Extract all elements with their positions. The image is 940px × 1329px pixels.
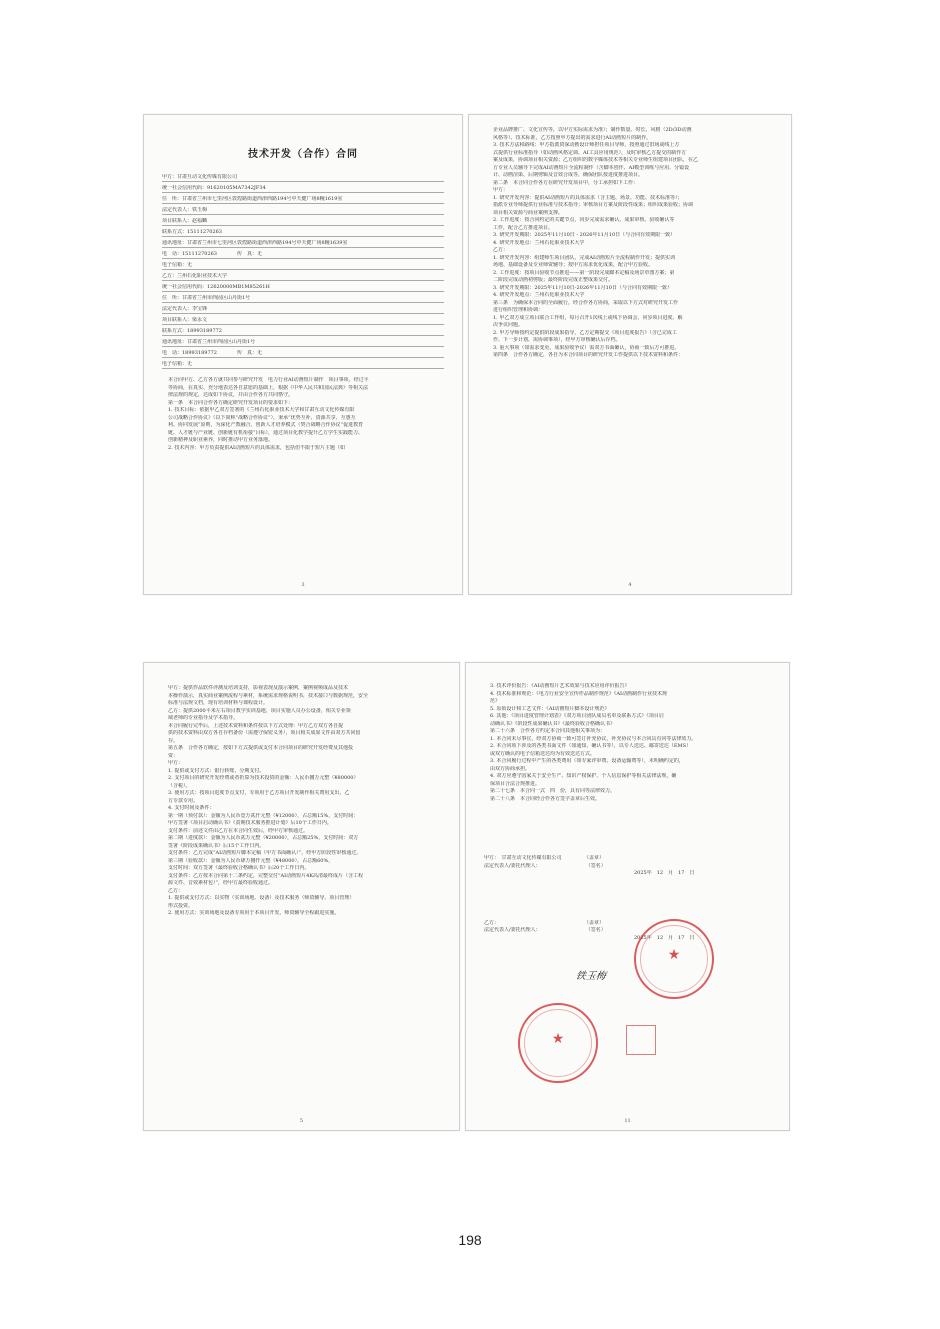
body-line: 支付条件：前述文件由乙方在本合同生效后，经甲方审核通过。: [168, 827, 309, 834]
body-line: 乙方：: [493, 247, 509, 253]
party-a-date: 2025年 12 月 17 日: [634, 870, 695, 876]
body-line: 1. 甲乙双方成立项目联合工作组，每月召开1次线上或线下协调会，同步项目进度、解: [493, 314, 683, 321]
page-content: [162, 127, 444, 572]
body-line: 源文件、音效素材包）”，经甲方最终验收通过。: [168, 880, 274, 886]
body-line: 3. 研究开发期限：2025年11月10日 - 2026年11月10日（与合同有效期限一致）: [493, 232, 676, 238]
body-line: 第二期（进度款）：金额为人民币贰万元整（¥20000），占总额25%，支付时间：双方: [168, 835, 359, 841]
body-line: 第二十六条 合作各方约定本合同其他相关事项为：: [490, 728, 606, 734]
party-field: 统一社会信用代码：91620105MA7342JF34: [162, 185, 444, 193]
body-line: 5. 原始设计和工艺文件：《AI动画短片脚本设计规范》: [490, 705, 610, 712]
page-content: [487, 127, 773, 572]
body-line: 企业品牌推广、文化宣传等，以甲方实际需求为准）；制作数量、时长、风格（2D/3D动画: [493, 127, 692, 133]
body-line: 案及成果，协调项目相关资源；乙方组织的数字媒体技术等相关专业师生组建项目团队，在乙: [493, 157, 699, 163]
body-line: 4. 研究开发地点：兰州石化职业技术大学: [493, 292, 585, 298]
body-line: 6. 其他：《项目进度管理计划表》《双方项目团队成员名单及联系方式》《项目启: [490, 713, 664, 719]
body-line: 3. 使用方式：按项目进度节点支付，专项用于乙方项目开发制作相关费用支出，乙: [168, 790, 350, 796]
contract-body: [487, 127, 773, 360]
body-line: 方专款专用。: [168, 797, 199, 804]
body-line: 创新精神及职业素养，同时推动甲方业务落地。: [168, 437, 274, 443]
body-line: 第二条 本合同合作各方在研究开发项目中，分工承担如下工作：: [493, 179, 639, 186]
body-line: 供的技术资料由双方各自存档备份（需遵守保密义务），项目相关成果文件由双方共同留: [168, 730, 361, 736]
body-line: 乙方：提供2000平米左右项目教学实训基地，项目实施人员办公设备，相关专业领: [168, 707, 351, 714]
body-line: 2. 工作进度：按项目验收节点推进——第一阶段完成脚本定稿及场景草图方案；第: [493, 269, 675, 276]
body-line: 公司战略合作协议》（以下简称“战略合作协议”），秉承“优势互补、资源共享、互惠互: [168, 414, 356, 421]
body-line: 4. 支付时间及条件：: [168, 805, 215, 811]
page-label: 4: [628, 582, 632, 588]
body-line: 二阶段完成动画初剪版；最终阶段完成正整成果交付。: [493, 277, 614, 283]
body-line: 计、动画渲染、后期剪辑及音效合成等，确保团队按进度推进项目。: [493, 172, 644, 178]
body-line: 签署《阶段成果确认书》后15个工作日内。: [168, 842, 265, 849]
party-field: 统一社会信用代码：12620000MB1M85261H: [162, 284, 444, 292]
body-line: 工作，配合乙方推进项目。: [493, 224, 554, 231]
body-line: 1. 技术目标：依据甲乙双方签署的《兰州石化职业技术大学和甘肃互动文化传媒有限: [168, 407, 355, 413]
page-label: 5: [299, 1118, 304, 1124]
party-fields: [162, 174, 444, 369]
page-label: 11: [624, 1118, 631, 1124]
body-line: 链、人才链与产业链、创新链有机衔接”目标），通过项目化教学提升乙方学生实践能力、: [168, 429, 364, 436]
body-line: 2. 使用方式：实训场地及设备专项用于本项目开发，师资辅导全程跟进实施。: [168, 910, 340, 916]
body-line: 动确认书》《阶段性成果确认书》《最终验收合格确认书》: [490, 720, 616, 727]
party-field: 乙方：兰州石化职业技术大学: [162, 273, 444, 281]
body-line: （含税）。: [168, 782, 191, 789]
scan-page-11: [465, 662, 790, 1131]
scan-page-5: [143, 662, 460, 1131]
body-line: 风格等）、技术标准，乙方按照甲方提出的需求进行AI动画短片的制作。: [493, 134, 652, 141]
body-line: 由双方协商承担。: [490, 765, 531, 772]
party-field: 电 话：18993189772 传 真：无: [162, 350, 444, 358]
body-line: 资：: [168, 752, 179, 759]
body-line: 1. 研究开发内容：提供AI动画短片的具体需求（含主题、场景、功能、技术标准等）；: [493, 194, 683, 201]
body-line: 3. 重大事项（如需求变更、成果验收争议）需双方书面确认，协商一致后方可推进。: [493, 344, 680, 351]
body-line: 2. 技术内容：甲方负责提供AI动画短片的具体需求，包括但不限于短片主题（如: [168, 444, 345, 451]
party-field: 住 所：甘肃省兰州市七里河区敦煌路街道西津西路194号中天健广场8幢1619室: [162, 196, 444, 204]
body-line: 第五条 合作各方确定，按如下方式提供或支付本合同项目的研究开发经费及其他投: [168, 745, 354, 751]
party-field: 通讯地址：甘肃省兰州市七里河区敦煌路街道西津西路194号中天健广场8幢1639室: [162, 240, 444, 248]
party-b-date: 2025年 12 月 17 日: [634, 934, 695, 941]
party-field: 法定代表人：李宝锋: [162, 306, 444, 314]
scan-page-4: [468, 114, 792, 595]
body-line: 1. 研究开发内容：组建师生项目团队，完成AI动画短片全流程制作开发；提供实训: [493, 254, 675, 261]
page-label: 3: [301, 582, 305, 588]
party-field: 住 所：甘肃省兰州市西固区山丹街1号: [162, 295, 444, 303]
body-line: 第二十七条 本合同一式 四 份，具有同等法律效力。: [490, 788, 616, 794]
party-field: 电子信箱：无: [162, 361, 444, 369]
body-line: 4. 研究开发地点：兰州石化职业技术大学: [493, 239, 585, 246]
body-line: 本操作演示，真实商业案例流程与素材，系统需求规格说明书，技术接口与数据规范，安全: [168, 692, 369, 699]
body-line: 3. 研究开发期限：2025年11月10日-2026年11月10日（与合同有效期限一致）: [493, 284, 672, 291]
body-line: 第三条 为确保本合同的全面履行，经合作各方协商，采取以下方式对研究开发工作: [493, 299, 679, 306]
body-line: 3. 技术评价报告：《AI动画短片艺术效果与技术应用评价报告》: [490, 683, 630, 689]
contract-body: [162, 377, 444, 452]
party-field: 项目联系人：赵福麟: [162, 218, 444, 226]
body-line: 2. 本合同项下涉及的各类书面文件（如通知、确认书等），以专人送达、邮寄送达（EMS）: [490, 743, 692, 749]
body-line: 甲方：提供作品软件评测及培训支持，影视表现及演示案例，案例视频成品及技术: [168, 685, 349, 691]
party-b-seal: ★: [518, 1003, 598, 1083]
body-line: 3. 技术方法和路线：甲方指派资深动画设计师担任项目导师，按照通过旧场或线上方: [493, 142, 680, 148]
body-line: 第一条 本合同合作各方确定研究开发项目的要求如下：: [168, 399, 294, 406]
body-line: 形式投资。: [168, 902, 194, 909]
body-line: 甲方签署《项目启动确认书》《责期技术服务推进计划》后10个工作日内。: [168, 820, 332, 826]
square-seal: [626, 1025, 656, 1055]
body-line: 支付条件：乙方按本合同第十二条约定，完整交付“AI动画短片4K高清最终成片（含工程: [168, 872, 364, 879]
body-line: 1. 本合同未尽事宜，经双方协商一致可签订补充协议，补充协议与本合同具有同等法律效力。: [490, 735, 697, 742]
body-line: 本合同甲方、乙方各方就共同参与研究开发 电力行业AI动画短片制作 项目事项，经过平: [168, 377, 369, 383]
body-line: 4. 技术标准和规范：《电力行业安全宣传作品制作规范》《AI动画制作行业技术规: [490, 690, 667, 697]
body-line: 或双方确认的电子信箱送达均为有效送达方式。: [490, 750, 596, 757]
body-line: 第一期（预付款）：金额为人民币壹万贰仟元整（¥12000），占总额15%，支付时间：: [168, 812, 359, 819]
body-line: 存。: [168, 737, 179, 744]
party-field: 电 话：15111270263 传 真：无: [162, 251, 444, 259]
party-field: 联系方式：18993189772: [162, 328, 444, 336]
body-line: 项目相关资源与商业案例支撑。: [493, 209, 564, 216]
contract-title: 技术开发（合作）合同: [248, 149, 358, 160]
party-b-signature-line: 乙方： （盖章）: [484, 919, 605, 926]
body-line: 决争议问题。: [493, 322, 524, 328]
body-line: 律法规的规定，达成如下协议，并由合作各方共同恪守。: [168, 392, 294, 398]
body-line: 支付条件：乙方完成“AI动画短片脚本定稿（甲方书面确认）”，经甲方阶段性审核通过。: [168, 850, 362, 856]
body-line: 指派专业导师提供行业标准与技术指导；审核项目方案及阶段性成果；组织成果验收；协调: [493, 202, 694, 208]
body-line: 域老师的专业指导及学术指导。: [168, 715, 239, 721]
party-field: 甲方：甘肃互动文化传媒有限公司: [162, 174, 444, 182]
party-field: 项目联系人：梁永文: [162, 317, 444, 325]
party-field: 联系方式：15111270263: [162, 229, 444, 237]
body-line: 进行组织管理和协调：: [493, 307, 544, 313]
party-field: 法定代表人：铁玉梅: [162, 207, 444, 215]
page-content: [162, 685, 441, 1108]
body-line: 方专业人员辅导下完成AI动画短片全流程制作（含脚本创作、AI模型训练与应用、分镜设: [493, 164, 690, 171]
body-line: 场地、基础设备及专业师资辅导；按甲方需求优化成果，配合甲方验收。: [493, 262, 654, 268]
body-line: 4. 双方应遵守国家关于安全生产、知识产权保护、个人信息保护等相关法律法规，确: [490, 773, 677, 779]
body-line: 第三期（验收款）：金额为人民币肆万捌仟元整（¥48000），占总额60%，: [168, 857, 334, 864]
party-field: 通讯地址：甘肃省兰州市西固区山丹街1号: [162, 339, 444, 347]
body-line: 作、下一步计划、需协调事项），经甲方审核确认后存档。: [493, 337, 621, 343]
contract-body: [162, 685, 441, 918]
party-a-signature-line: 甲方： 甘肃互动文化传媒有限公司 （盖章）: [484, 855, 605, 861]
body-line: 式提供行业标准指导（如动画风格定调、AI工具应用规范），及时审核乙方提交的制作方: [493, 149, 687, 156]
body-line: 甲方：: [168, 760, 184, 766]
party-a-rep-line: 法定代表人/委托代理人： （签名）: [484, 862, 606, 869]
body-line: 保项目合法合规推进。: [490, 780, 541, 787]
body-line: 本合同履行完毕后，上述技术资料和条件按以下方式处理：甲方乙方双方各自提: [168, 722, 344, 729]
scan-page-3: [143, 114, 463, 595]
body-line: 第二十八条 本合同经合作各方签字盖章后生效。: [490, 795, 601, 802]
body-line: 1. 提供或支付方式：以实物（实训场地、设备）及技术服务（师资辅导、项目管理）: [168, 895, 355, 901]
body-line: 2. 甲方导师按约定提供阶段成果指导，乙方定期提交《项目进度报告》（含已完成工: [493, 329, 677, 336]
body-line: 第四条 合作各方确定，各自为本合同项目的研究开发工作提供以下技术资料和条件：: [493, 352, 684, 358]
page-number: 198: [458, 1232, 482, 1248]
body-line: 范》: [490, 698, 501, 704]
body-line: 乙方：: [168, 887, 184, 894]
party-b-rep-line: 法定代表人/委托代理人： （签名）: [484, 927, 606, 933]
body-line: 标准与法规文档，现有培训材料与课程设计。: [168, 700, 269, 706]
handwritten-signature: 铁玉梅: [574, 971, 607, 982]
body-line: 甲方：: [493, 187, 509, 193]
body-line: 利、协同发展”原则，为深化产教融合、创新人才培养模式（契合战略合作协议“促进教育: [168, 422, 364, 428]
contract-body: [484, 683, 771, 803]
party-a-seal: ★: [634, 919, 714, 999]
party-field: 电子信箱：无: [162, 262, 444, 270]
body-line: 2. 工作进度：按合同约定的关键节点，同步完成需求确认、成果审核、验收确认等: [493, 217, 675, 223]
body-line: 支付时间：双方签署《最终验收合格确认书》后20个工作日内。: [168, 865, 310, 871]
body-line: 3. 本合同履行过程中产生的各类费用（如专家评审费、设备运输费等），未明确约定的，: [490, 758, 684, 764]
body-line: 1. 提供或支付方式：银行转账，分期支付。: [168, 767, 265, 774]
body-line: 2. 支付项目的研究开发经费或者折算为技术投资的金额：人民币捌万元整（¥80000）: [168, 775, 359, 781]
body-line: 等协商，在真实、充分地表达各自意愿的基础上，根据《中华人民共和国民法典》等相关法: [168, 384, 369, 391]
